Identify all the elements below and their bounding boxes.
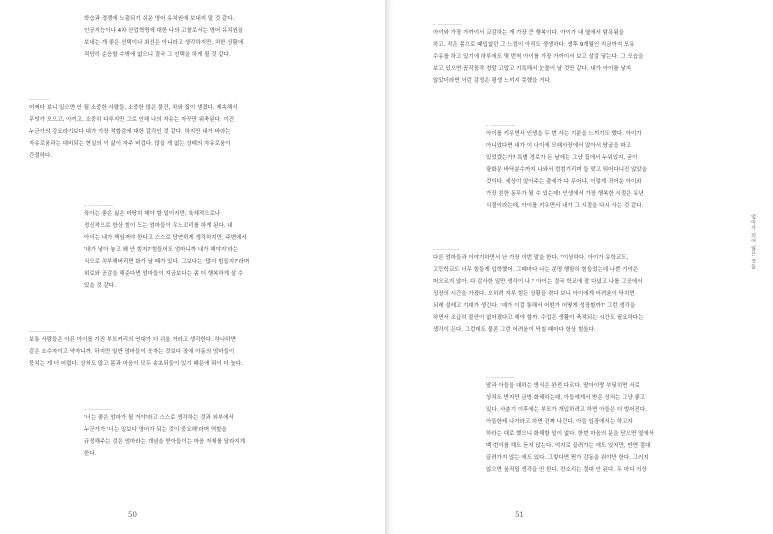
passage-marker: _ ________	[84, 404, 114, 410]
passage	[84, 13, 364, 61]
passage-text: 학습과 경쟁에 노출되기 쉬운 영어 유치원에 보내지 말 것 같다. 인공지능이나 4차 산업혁명에 대한 나의 고찰로서는 영어 유치원을 보내는 게 좋은 선택이나 최선은 아니라고 생각하지만, 처한 상황에 적당히 순응할 수밖에 없으니 결국 그 선택을 하게 될 것 같다.	[84, 16, 244, 58]
passage-marker: _ ________	[486, 372, 516, 378]
passage	[486, 120, 748, 212]
passage	[486, 372, 748, 476]
passage-text: '너는 좋은 엄마가 될 거야'라고 스스로 생각하는 것과 외부에서 누군가가 '너는 일보다 영어가 되는 것이 중요해'라며 역할을 규정해주는 것은 엄마라는 개념을 받아들이는 마음 자체를 달라지게 한다.	[84, 415, 246, 457]
right-page	[386, 0, 773, 534]
page-number: 50	[128, 511, 137, 519]
passage-marker: _______	[29, 94, 50, 100]
passage-text: 다른 엄마들과 이야기하면서 난 가장 이번 말을 한다. "이상하다. 아이가 유학교도, 고등학교도 너무 힘들게 입학했어. 그때마다 나는 분명 행함히 힘들었는데 나쁜 기억은 떠오르지 않아. 다 감사한 일만 생각이 나." 아이는 결국 학교에 잘 다녔고 나를 그곳에서 성장의 시간을 가졌다. 오히려 지루 힘든 상황을 겪다 보니 아이에게 어려움이 닥치면 되레 설레고 기대가 생긴다. '예가 이걸 통해서 어떤가 어떻게 성장할까?' 그런 생각을 하면서 조급히 불안이 없어졌다고 해야 할까. 수업은 생활이 축적되는 시간도 필요하다는 생각이 든다. 그런데도 물론 그런 어려움이 닥칠 때마다 항상 힘들다.	[433, 255, 644, 333]
passage	[29, 326, 364, 370]
passage	[84, 404, 354, 460]
passage	[433, 244, 748, 336]
passage	[29, 94, 364, 162]
passage	[433, 19, 748, 87]
left-page	[0, 0, 386, 534]
passage-text: 아이와 가장 가까이서 교감하는 게 가장 큰 행복이다. 아이가 내 옆에서 탐욕됨을 하고, 작은 몸으로 떼입없던 그 느낌이 아직도 생생하다. 생후 9개월인 지금까지 모유 수유를 하고 있기에 하루에도 몇 번씩 아이를 가장 가까이서 보고 살갈 닿는다. 그 모습을 보고 있으면 꼼작꼼작 정말 고맙고 기특해서 눈물이 날 것만 같다. 내가 아이를 낳지 않았더라면 이런 감정은 평생 느끼지 못했을 거다.	[433, 30, 644, 84]
page-number: 51	[515, 511, 524, 519]
passage-marker: _ ________	[84, 200, 114, 206]
passage-marker: _ ________	[433, 19, 463, 25]
passage-text: 육아는 좋은 싫은 마땅히 해야 할 일이지만, 육체적으로나 정신적으로 항상 힘이 드는 엄마들이 우느꼬리를 하게 된다. 내 아이는 내가 책임져야 한다고 스스로 당연하게 생각하지만, 주변에서 '내가 낳아 놓고 왜 안 힘지?'힘들어도 엄마니까 내가 해야지'라는 식으로 치부해버리면 화가 날 때가 있다. 그보다는 '많이 힘들지?'라며 위로와 공감을 해준다면 엄마들이 지금보다는 좀 더 행복하게 살 수 있을 것 같다.	[84, 211, 250, 289]
passage-marker: _ ________	[486, 120, 516, 126]
passage-marker: _________	[433, 244, 460, 250]
passage	[84, 200, 354, 292]
passage-text: 딸과 아들을 대하는 방식은 완전 다르다. 딸아이랑 부딪히면 서로 상처도 받지만 금방 화해하는데, 아들에게서 받은 상처는 그냥 좋고 있다. 사춘기 이후에는 부모가 개입하려고 하면 아들은 더 벌어진다. 아들한테 나가라고 하면 진짜 나간다. 아들 입장에서는 하고자 하라는 대로 했으니 화해할 일이 없다. 한번 마음의 문을 닫으면 옆에서 백 번이를 해도 듣지 않는다. 억지로 끌려가는 애도 있지만, 반면 절대 끌려가지 않는 애도 있다. 그렇다면 뭔가 감동을 줘야만 한다. 그러지 않으면 움직일 생각을 안 한다. 잔소리는 절대 안 된다. 두 마디 이상	[486, 383, 654, 473]
passage-text: 어쩌다 보니 일으면 안 될 소중한 사람들, 소중한 많은 물건, 차와 집이 생겼다. 제속해서 무엇가 모으고, 아끼고, 소중히 다루지만 그로 인해 나의 자유는 자꾸만 위축된다. 이건 누군가의 강요라기보다 내가 가장 적합감에 대한 갈각인 것 같다. 하지만 내가 바라는 자유로움과는 대비되는 현실의 이 삶이 자주 버겁다. 많을 게 없는 상태의 자유로움이 간절하다.	[29, 105, 238, 159]
running-head: 엄마가 되어 잃은 것들	[750, 214, 756, 270]
passage-text: 보통 사람들은 아픈 아이를 가진 부모커리의 연대가 더 쉬울 거라고 생각한다. 하나하면 같은 소수자이고 약자니까. 하지만 일반 엄마들이 웃자는 것보다 장애 아동의 엄마들이 뭉치는 게 더 어렵다. 상처도 많고 몸과 마음이 모두 송초되들이 있기 때문에 뭐이 더 높다.	[29, 337, 243, 367]
passage-marker: _________	[29, 326, 56, 332]
passage-text: 아이를 키우면서 인생을 두 번 사는 기분을 느끼기도 했다. 아이가 아니었다면 내가 이 나이에 모래사장에서 앉아서 땅굴을 파고 있었겠는가? 특별 경로가 돈 날에는 그냥 집에서 누워있지, 굳이 광화문 바닥분수까지 나와서 컴컴기리며 들 맞고 뛰어다니진 않았을 것이다. 세상이 알아주는 출세가 다 무어냐, 이렇게 귀여운 아이와 가장 친한 동무가 될 수 있는데! 인생에서 가장 행복한 시절은 유년 시절이라는데, 아이를 키우면서 내가 그 시절을 다시 사는 것 같다.	[486, 131, 648, 209]
